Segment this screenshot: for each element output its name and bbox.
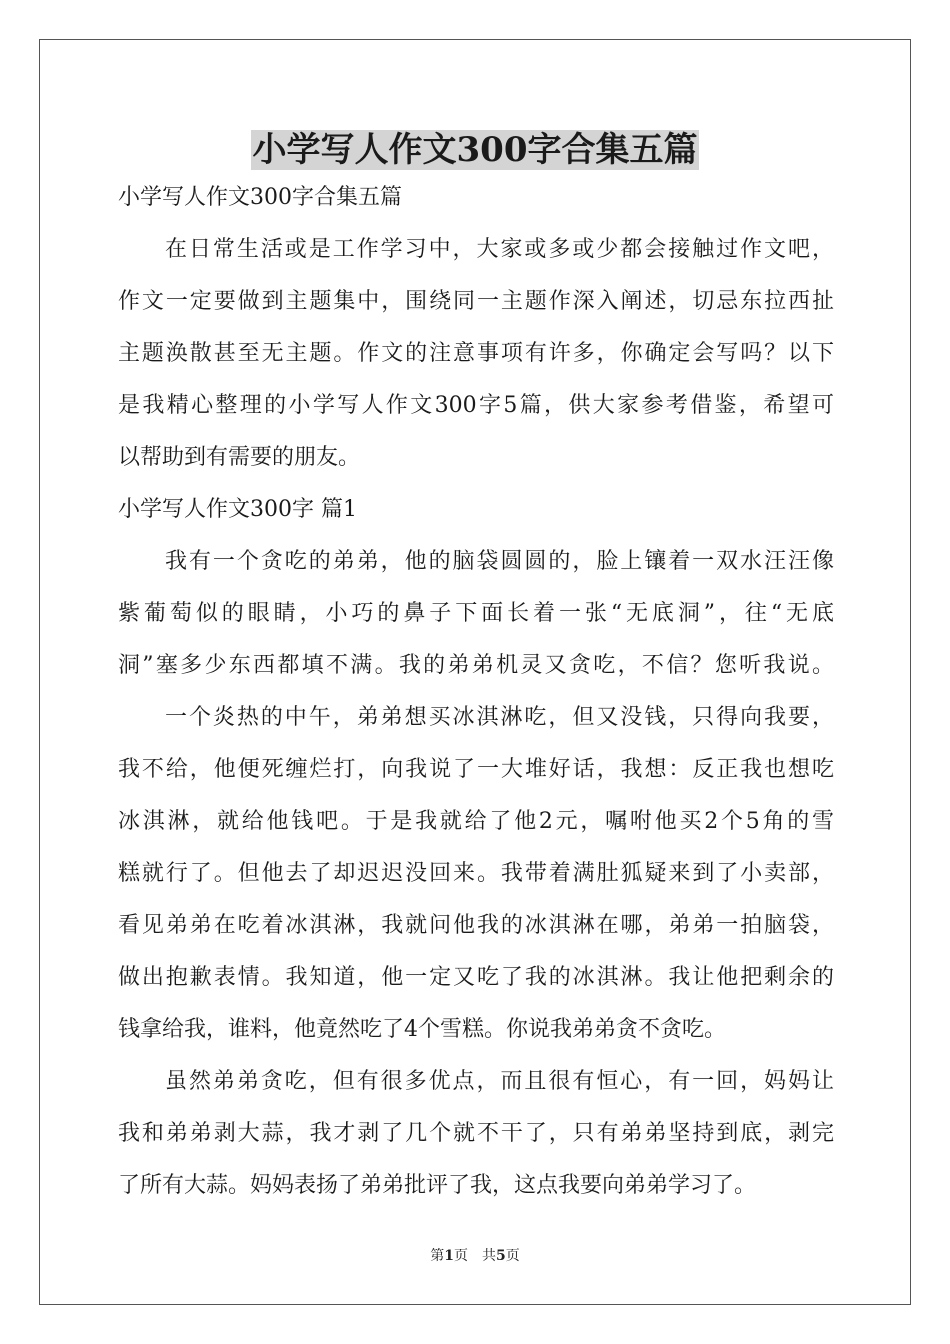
text-line: 冰淇淋，就给他钱吧。于是我就给了他2元，嘱咐他买2个5角的雪 <box>118 809 834 834</box>
text-line: 我不给，他便死缠烂打，向我说了一大堆好话，我想：反正我也想吃 <box>118 757 834 782</box>
text-line: 紫葡萄似的眼睛，小巧的鼻子下面长着一张“无底洞”，往“无底 <box>118 601 834 626</box>
text-line: 以帮助到有需要的朋友。 <box>118 445 361 470</box>
text-line: 我和弟弟剥大蒜，我才剥了几个就不干了，只有弟弟坚持到底，剥完 <box>118 1121 834 1146</box>
text-line: 虽然弟弟贪吃，但有很多优点，而且很有恒心，有一回，妈妈让 <box>165 1069 834 1094</box>
text-line: 作文一定要做到主题集中，围绕同一主题作深入阐述，切忌东拉西扯 <box>118 289 834 314</box>
page-footer <box>0 1246 950 1266</box>
text-line: 我有一个贪吃的弟弟，他的脑袋圆圆的，脸上镶着一双水汪汪像 <box>165 549 834 574</box>
title-text: 小学写人作文300字合集五篇 <box>252 130 698 170</box>
text-line: 做出抱歉表情。我知道，他一定又吃了我的冰淇淋。我让他把剩余的 <box>118 965 834 990</box>
text-line: 糕就行了。但他去了却迟迟没回来。我带着满肚狐疑来到了小卖部， <box>118 861 834 886</box>
text-line: 看见弟弟在吃着冰淇淋，我就问他我的冰淇淋在哪，弟弟一拍脑袋， <box>118 913 834 938</box>
text-line: 钱拿给我，谁料，他竟然吃了4个雪糕。你说我弟弟贪不贪吃。 <box>118 1017 726 1042</box>
text-line: 一个炎热的中午，弟弟想买冰淇淋吃，但又没钱，只得向我要， <box>165 705 834 730</box>
text-line: 小学写人作文300字合集五篇 <box>118 185 402 210</box>
text-line: 洞”塞多少东西都填不满。我的弟弟机灵又贪吃，不信？您听我说。 <box>118 653 834 678</box>
text-line: 小学写人作文300字 篇1 <box>118 497 357 522</box>
text-line: 是我精心整理的小学写人作文300字5篇，供大家参考借鉴，希望可 <box>118 393 834 418</box>
document-body <box>118 172 834 1212</box>
text-line: 主题涣散甚至无主题。作文的注意事项有许多，你确定会写吗？以下 <box>118 341 834 366</box>
footer-page-number: 1 <box>444 1248 454 1264</box>
footer-suffix: 页 <box>505 1248 520 1264</box>
text-line: 了所有大蒜。妈妈表扬了弟弟批评了我，这点我要向弟弟学习了。 <box>118 1173 757 1198</box>
footer-prefix: 第 <box>430 1248 445 1264</box>
footer-middle: 页 共 <box>454 1248 496 1264</box>
text-line: 在日常生活或是工作学习中，大家或多或少都会接触过作文吧， <box>165 237 834 262</box>
footer-total-pages: 5 <box>496 1248 506 1264</box>
document-title <box>0 124 950 176</box>
